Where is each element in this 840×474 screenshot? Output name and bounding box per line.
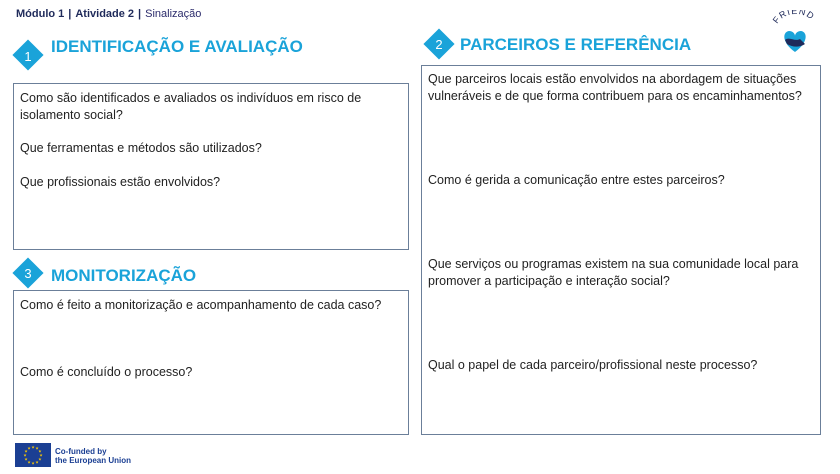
- topic-label: Sinalização: [145, 8, 202, 20]
- svg-text:★: ★: [39, 452, 43, 458]
- svg-text:★: ★: [35, 459, 39, 465]
- section-3-box[interactable]: [13, 290, 409, 435]
- section-1-question-3: Que profissionais estão envolvidos?: [20, 175, 221, 189]
- module-label: Módulo 1: [16, 8, 65, 20]
- section-2-question-2: Como é gerida a comunicação entre estes parceiros?: [428, 173, 725, 187]
- svg-text:★: ★: [38, 456, 42, 462]
- section-2-box[interactable]: [421, 65, 821, 435]
- svg-text:FRIEND: FRIEND: [770, 10, 817, 26]
- svg-text:★: ★: [23, 452, 27, 458]
- section-3-number: 3: [24, 266, 32, 281]
- svg-text:★: ★: [27, 445, 31, 451]
- section-1-box[interactable]: [13, 83, 409, 250]
- friend-logo-icon: [768, 10, 822, 56]
- svg-text:★: ★: [24, 448, 28, 454]
- section-2-question-1: Que parceiros locais estão envolvidos na abordagem de situações vulneráveis e de que forma contribuem para os encaminhamentos?: [428, 72, 802, 103]
- svg-text:★: ★: [35, 445, 39, 451]
- section-1-title: IDENTIFICAÇÃO E AVALIAÇÃO: [51, 37, 303, 56]
- section-2-title: PARCEIROS E REFERÊNCIA: [460, 35, 692, 54]
- svg-text:★: ★: [38, 448, 42, 454]
- section-3-question-2: Como é concluído o processo?: [20, 365, 193, 379]
- cofunded-text: [55, 447, 131, 465]
- svg-text:★: ★: [31, 444, 35, 450]
- activity-label: Atividade 2: [75, 8, 135, 20]
- section-2-question-4: Qual o papel de cada parceiro/profissional neste processo?: [428, 358, 758, 372]
- breadcrumb-separator: |: [68, 8, 72, 20]
- svg-text:★: ★: [31, 460, 35, 466]
- section-2-number: 2: [435, 37, 443, 52]
- section-2-question-3: Que serviços ou programas existem na sua comunidade local para promover a participação e interação social?: [428, 257, 799, 288]
- cofunded-line-1: Co-funded by: [55, 447, 107, 456]
- cofunded-line-2: the European Union: [55, 456, 131, 465]
- friend-logo: [768, 10, 822, 56]
- breadcrumb-separator: |: [138, 8, 142, 20]
- breadcrumb: [16, 8, 201, 20]
- section-3-title: MONITORIZAÇÃO: [51, 266, 197, 285]
- svg-text:★: ★: [24, 456, 28, 462]
- section-1-question-1: Como são identificados e avaliados os indivíduos em risco de isolamento social?: [20, 91, 362, 122]
- section-1-question-2: Que ferramentas e métodos são utilizados?: [20, 141, 262, 155]
- svg-text:★: ★: [27, 459, 31, 465]
- section-1-number: 1: [24, 49, 32, 64]
- section-3-question-1: Como é feito a monitorização e acompanhamento de cada caso?: [20, 298, 382, 312]
- eu-flag-icon: [15, 443, 51, 467]
